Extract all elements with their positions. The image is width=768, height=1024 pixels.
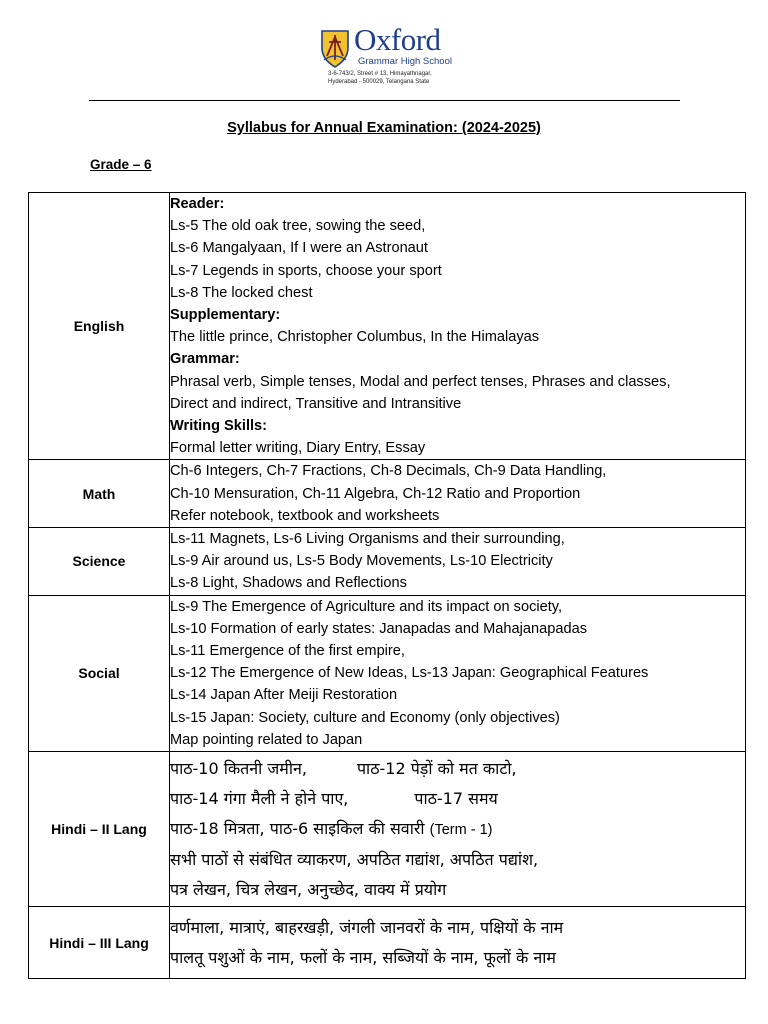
syllabus-line: पत्र लेखन, चित्र लेखन, अनुच्छेद, वाक्य में प्रयोग — [170, 879, 447, 899]
subject-content — [170, 595, 746, 751]
syllabus-line: Ls-14 Japan After Meiji Restoration — [170, 687, 398, 704]
subject-content — [170, 460, 746, 528]
syllabus-line: Ls-9 Air around us, Ls-5 Body Movements, Ls-10 Electricity — [170, 553, 553, 570]
school-subtitle: Grammar High School — [358, 56, 452, 67]
lesson-item: पाठ-18 मित्रता, पाठ-6 साइकिल की सवारी — [170, 818, 425, 838]
syllabus-line: Ls-11 Emergence of the first empire, — [170, 643, 405, 660]
table-row-social — [29, 595, 746, 751]
subject-name: Science — [29, 528, 170, 596]
subject-name: Hindi – III Lang — [29, 907, 170, 979]
table-row-math — [29, 460, 746, 528]
section-heading: Supplementary: — [170, 307, 281, 324]
syllabus-line: Ls-8 Light, Shadows and Reflections — [170, 575, 407, 592]
syllabus-line: Phrasal verb, Simple tenses, Modal and perfect tenses, Phrases and classes, — [170, 373, 671, 390]
school-crest-icon — [320, 28, 350, 68]
syllabus-line: Ls-11 Magnets, Ls-6 Living Organisms and their surrounding, — [170, 531, 565, 548]
subject-content — [170, 752, 746, 907]
school-name: Oxford — [354, 22, 441, 57]
term-note: (Term - 1) — [429, 821, 493, 838]
school-address-line1: 3-6-743/2, Street # 13, Himayathnagar, — [328, 71, 432, 77]
syllabus-line: Ls-9 The Emergence of Agriculture and its impact on society, — [170, 598, 563, 615]
syllabus-line: पालतू पशुओं के नाम, फलों के नाम, सब्जियों के नाम, फूलों के नाम — [170, 947, 556, 967]
subject-content — [170, 907, 746, 979]
syllabus-line: Ls-7 Legends in sports, choose your sport — [170, 262, 442, 279]
syllabus-line: Ch-10 Mensuration, Ch-11 Algebra, Ch-12 Ratio and Proportion — [170, 485, 581, 502]
syllabus-line: Ls-12 The Emergence of New Ideas, Ls-13 Japan: Geographical Features — [170, 665, 649, 682]
syllabus-line: The little prince, Christopher Columbus, In the Himalayas — [170, 329, 540, 346]
lesson-item: पाठ-10 कितनी जमीन, — [170, 758, 307, 778]
table-row-hindi-iii — [29, 907, 746, 979]
grade-label: Grade – 6 — [90, 157, 152, 172]
section-heading: Writing Skills: — [170, 418, 268, 435]
syllabus-line: Ls-8 The locked chest — [170, 284, 313, 301]
header-divider — [89, 100, 680, 101]
syllabus-line: Formal letter writing, Diary Entry, Essay — [170, 440, 426, 457]
syllabus-table — [28, 192, 746, 979]
table-row-english — [29, 193, 746, 460]
subject-name: English — [29, 193, 170, 460]
syllabus-line — [170, 754, 745, 784]
subject-content — [170, 528, 746, 596]
syllabus-line: Ls-15 Japan: Society, culture and Economy (only objectives) — [170, 709, 560, 726]
lesson-item: पाठ-14 गंगा मैली ने होने पाए, — [170, 788, 349, 808]
syllabus-line: Ls-5 The old oak tree, sowing the seed, — [170, 218, 426, 235]
document-title: Syllabus for Annual Examination: (2024-2025) — [227, 120, 541, 136]
syllabus-line: Map pointing related to Japan — [170, 731, 363, 748]
syllabus-line: Ls-10 Formation of early states: Janapadas and Mahajanapadas — [170, 620, 587, 637]
subject-name: Social — [29, 595, 170, 751]
subject-name: Math — [29, 460, 170, 528]
syllabus-line — [170, 814, 745, 845]
subject-content — [170, 193, 746, 460]
section-heading: Grammar: — [170, 351, 240, 368]
syllabus-line: वर्णमाला, मात्राएं, बाहरखड़ी, जंगली जानवरों के नाम, पक्षियों के नाम — [170, 917, 564, 937]
syllabus-line: Refer notebook, textbook and worksheets — [170, 507, 440, 524]
syllabus-line: Ls-6 Mangalyaan, If I were an Astronaut — [170, 240, 428, 257]
section-heading: Reader: — [170, 196, 225, 212]
syllabus-line: सभी पाठों से संबंधित व्याकरण, अपठित गद्यांश, अपठित पद्यांश, — [170, 849, 539, 869]
table-row-hindi-ii — [29, 752, 746, 907]
syllabus-line: Direct and indirect, Transitive and Intransitive — [170, 395, 462, 412]
lesson-item: पाठ-12 पेड़ों को मत काटो, — [356, 758, 517, 778]
syllabus-line: Ch-6 Integers, Ch-7 Fractions, Ch-8 Decimals, Ch-9 Data Handling, — [170, 463, 607, 480]
school-logo — [318, 22, 478, 92]
syllabus-line — [170, 784, 745, 814]
school-address-line2: Hyderabad - 500029, Telangana State — [328, 79, 430, 85]
subject-name: Hindi – II Lang — [29, 752, 170, 907]
table-row-science — [29, 528, 746, 596]
lesson-item: पाठ-17 समय — [414, 788, 498, 808]
